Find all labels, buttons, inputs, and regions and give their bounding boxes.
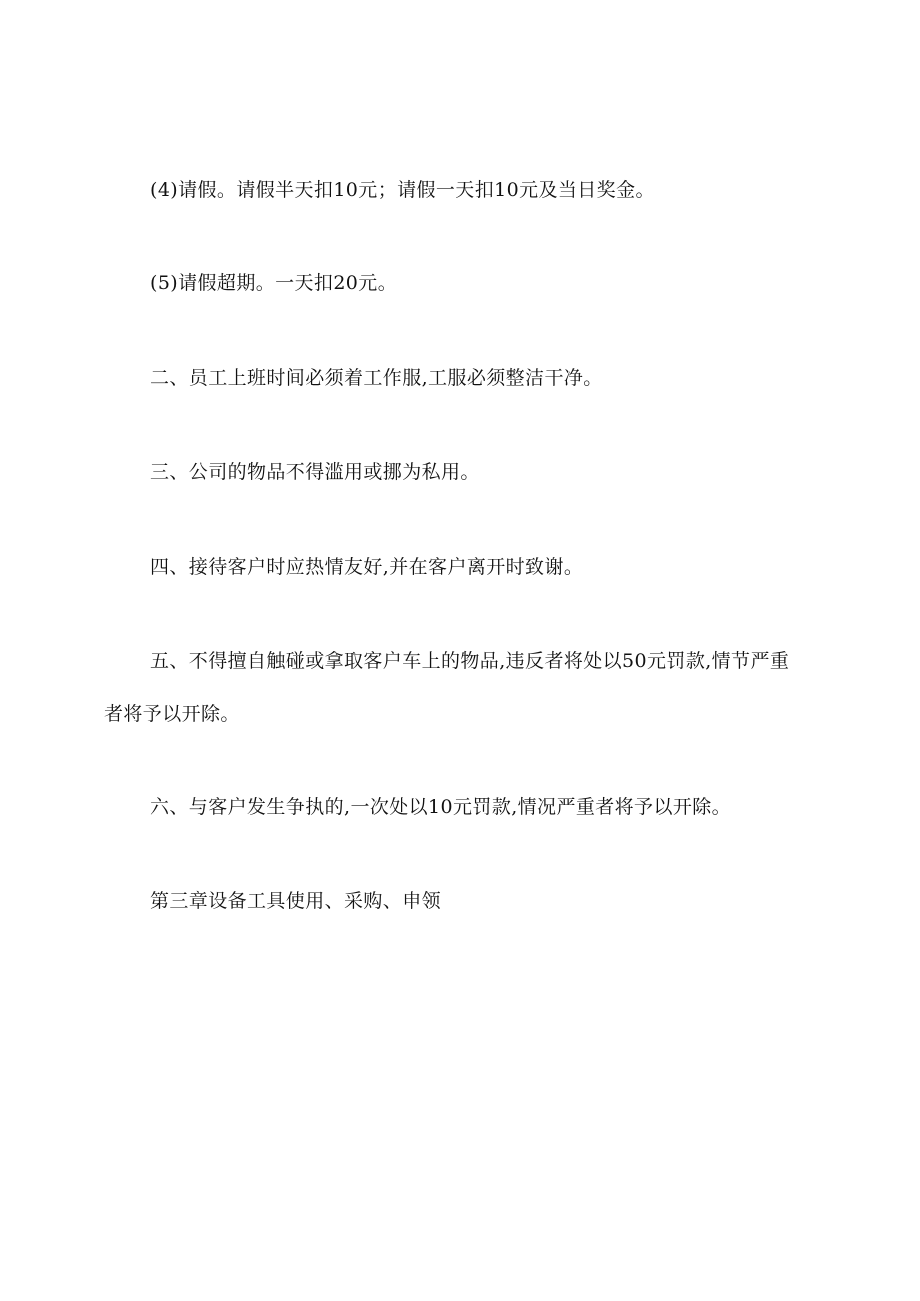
paragraph-line: (4)请假。请假半天扣10元；请假一天扣10元及当日奖金。 [150,179,655,201]
paragraph-line: 三、公司的物品不得滥用或挪为私用。 [150,461,480,483]
section-heading: 第三章设备工具使用、采购、申领 [150,890,442,912]
paragraph-line: 者将予以开除。 [104,703,240,725]
paragraph-line: 六、与客户发生争执的,一次处以10元罚款,情况严重者将予以开除。 [150,796,732,818]
paragraph-line: 二、员工上班时间必须着工作服,工服必须整洁干净。 [150,367,603,389]
paragraph-line: 四、接待客户时应热情友好,并在客户离开时致谢。 [150,556,584,578]
paragraph-line: (5)请假超期。一天扣20元。 [150,272,398,294]
paragraph-line: 五、不得擅自触碰或拿取客户车上的物品,违反者将处以50元罚款,情节严重 [150,650,790,672]
